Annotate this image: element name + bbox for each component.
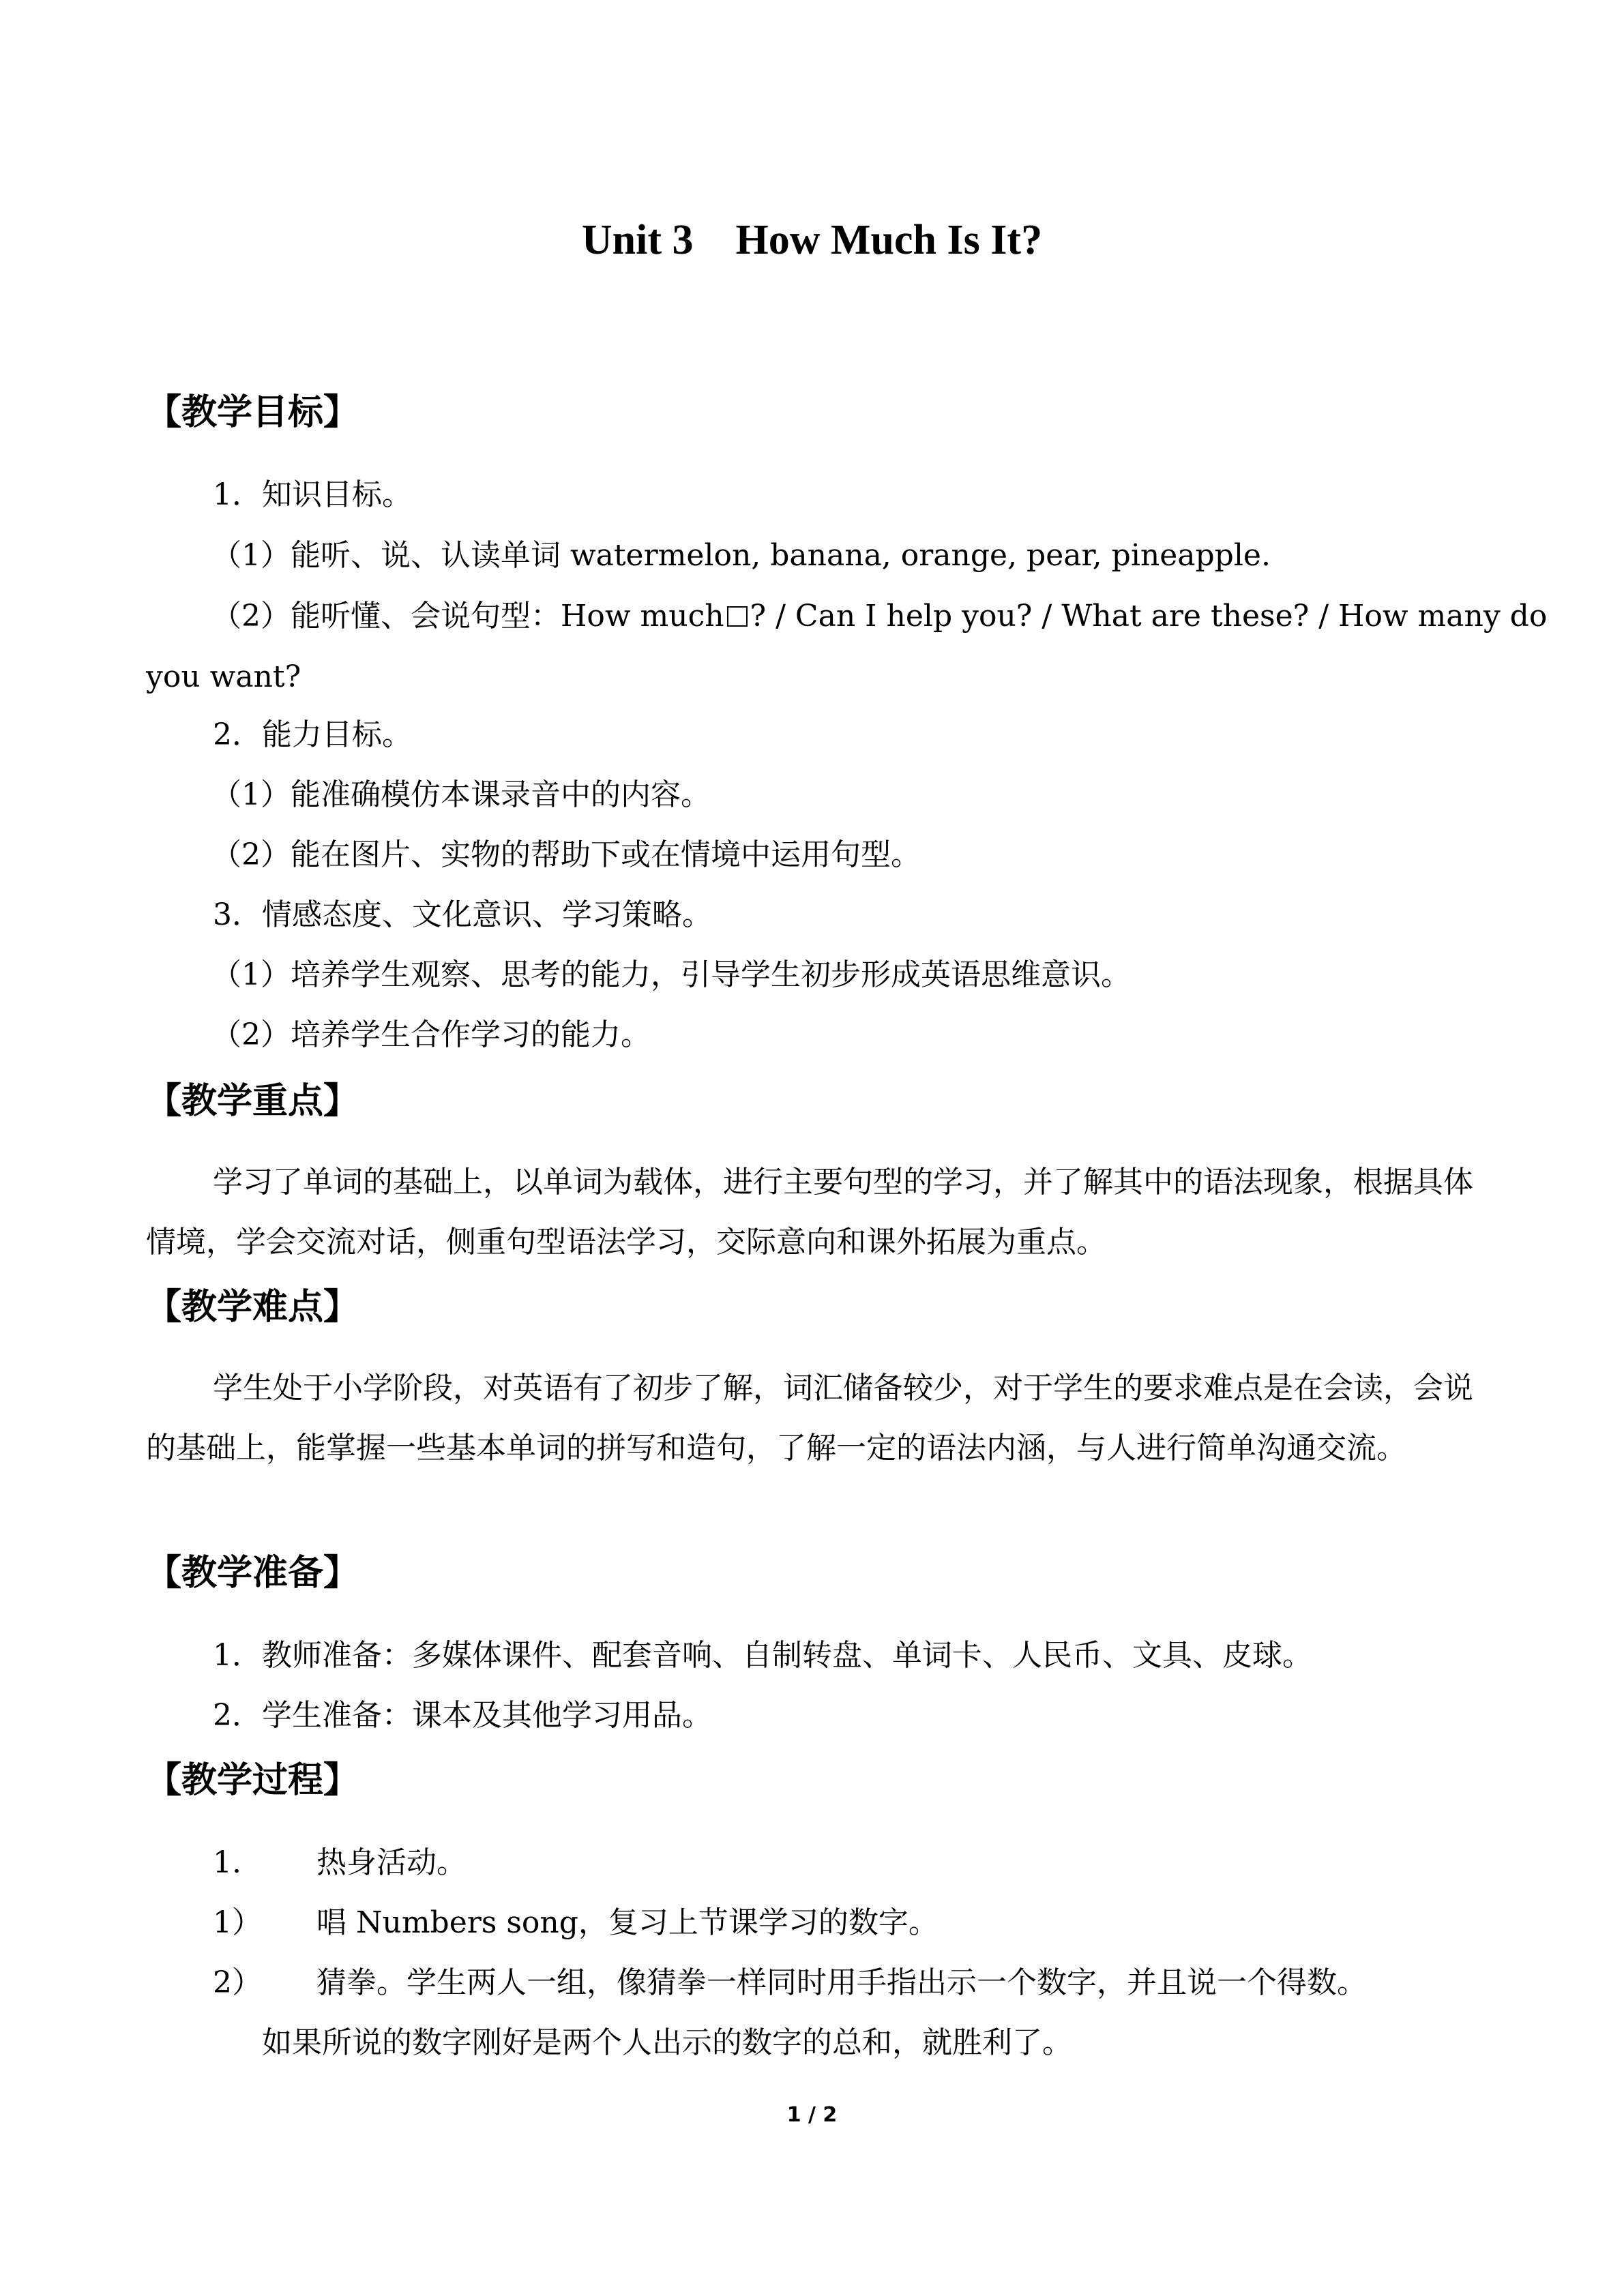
knowledge-goal-item-1: （1）能听、说、认读单词 watermelon, banana, orange, pear, pineapple. <box>211 538 1271 573</box>
student-preparation: 2．学生准备：课本及其他学习用品。 <box>213 1698 712 1733</box>
process-substep-1 <box>213 1903 939 1943</box>
process-substep-2 <box>213 1963 1367 2003</box>
emotion-goal-title: 3．情感态度、文化意识、学习策略。 <box>213 897 712 932</box>
process-substep-2-text: 猜拳。学生两人一组，像猜拳一样同时用手指出示一个数字，并且说一个得数。 <box>316 1965 1367 2000</box>
page-number: 1 / 2 <box>786 2103 838 2127</box>
process-substep-1-text: 唱 Numbers song，复习上节课学习的数字。 <box>316 1905 939 1940</box>
knowledge-goal-title: 1．知识目标。 <box>213 477 412 512</box>
knowledge-goal-item-2 <box>211 596 1547 637</box>
section-heading-difficulty: 【教学难点】 <box>146 1286 359 1328</box>
ability-goal-item-2: （2）能在图片、实物的帮助下或在情境中运用句型。 <box>211 837 921 872</box>
process-step-1 <box>213 1843 467 1883</box>
ability-goal-item-1: （1）能准确模仿本课录音中的内容。 <box>211 777 711 812</box>
process-substep-1-number: 1） <box>213 1905 262 1940</box>
process-substep-2-continued: 如果所说的数字刚好是两个人出示的数字的总和，就胜利了。 <box>262 2025 1072 2060</box>
knowledge-goal-item-2-part-b: ? / Can I help you? / What are these? / How many do <box>750 599 1548 633</box>
knowledge-goal-item-2-continued: you want? <box>146 659 301 694</box>
section-heading-objectives: 【教学目标】 <box>146 391 359 433</box>
focus-paragraph: 学习了单词的基础上，以单词为载体，进行主要句型的学习，并了解其中的语法现象，根据具体情境，学会交流对话，侧重句型语法学习，交际意向和课外拓展为重点。 <box>146 1165 1473 1259</box>
emotion-goal-item-1: （1）培养学生观察、思考的能力，引导学生初步形成英语思维意识。 <box>211 957 1131 992</box>
section-heading-focus: 【教学重点】 <box>146 1080 359 1122</box>
knowledge-goal-item-2-part-a: （2）能听懂、会说句型：How much <box>211 599 724 633</box>
process-substep-2-number: 2） <box>213 1965 262 2000</box>
ability-goal-title: 2．能力目标。 <box>213 717 412 752</box>
document-title: Unit 3 How Much Is It? <box>581 217 1043 263</box>
teacher-preparation: 1．教师准备：多媒体课件、配套音响、自制转盘、单词卡、人民币、文具、皮球。 <box>213 1638 1312 1673</box>
process-step-1-text: 热身活动。 <box>316 1845 467 1880</box>
difficulty-paragraph: 学生处于小学阶段，对英语有了初步了解，词汇储备较少，对于学生的要求难点是在会读，会说的基础上，能掌握一些基本单词的拼写和造句，了解一定的语法内涵，与人进行简单沟通交流。 <box>146 1371 1473 1465</box>
blank-placeholder-box <box>727 606 748 627</box>
section-heading-preparation: 【教学准备】 <box>146 1552 359 1594</box>
process-step-1-number: 1. <box>213 1845 241 1880</box>
section-heading-process: 【教学过程】 <box>146 1759 359 1801</box>
emotion-goal-item-2: （2）培养学生合作学习的能力。 <box>211 1017 651 1052</box>
